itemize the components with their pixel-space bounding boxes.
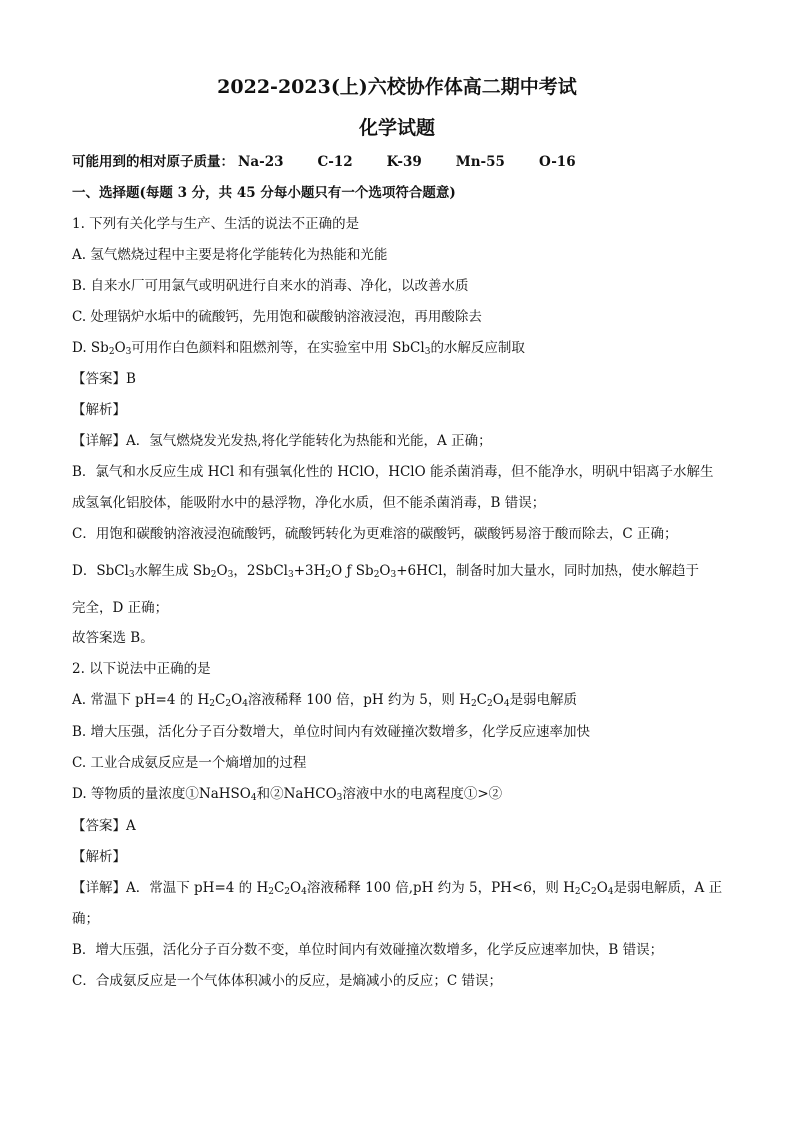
- q1-conclusion: 故答案选 B。: [72, 630, 154, 646]
- q1-detail-b-1: B．氯气和水反应生成 HCl 和有强氧化性的 HClO，HClO 能杀菌消毒，但不能净水，明矾中铝离子水解生: [72, 464, 714, 480]
- q1-detail-a: 【详解】A．氢气燃烧发光发热,将化学能转化为热能和光能，A 正确；: [72, 433, 492, 449]
- q2-analysis-label: 【解析】: [72, 849, 126, 865]
- exam-subtitle: 化学试题: [358, 117, 435, 139]
- q2-option-a: A. 常温下 pH=4 的 $H_2C_2O_4$溶液稀释 100 倍，pH 约为 5，则 $H_2C_2O_4$是弱电解质: [72, 692, 578, 709]
- q1-option-c: C. 处理锅炉水垢中的硫酸钙，先用饱和碳酸钠溶液浸泡，再用酸除去: [72, 309, 482, 325]
- q2-option-c: C. 工业合成氨反应是一个熵增加的过程: [72, 755, 307, 771]
- q1-analysis-label: 【解析】: [72, 402, 126, 418]
- mass-na: Na-23: [238, 154, 284, 170]
- q1-detail-d: D．SbCl$_3$水解生成 $Sb_2O_3$，$2SbCl_3+3H_2O$ ƒ $Sb_2O_3+6HCl$，制备时加大量水，同时加热，使水解趋于: [72, 563, 700, 580]
- q2-answer: 【答案】A: [72, 818, 136, 834]
- section-heading: 一、选择题(每题 3 分，共 45 分每小题只有一个选项符合题意): [72, 185, 456, 201]
- q1-detail-c: C．用饱和碳酸钠溶液浸泡硫酸钙，硫酸钙转化为更难溶的碳酸钙，碳酸钙易溶于酸而除去，C 正确；: [72, 526, 678, 542]
- q2-detail-a-2: 确；: [72, 911, 99, 927]
- q2-stem: 2. 以下说法中正确的是: [72, 661, 211, 677]
- atomic-masses: [72, 153, 722, 171]
- q1-stem: 1. 下列有关化学与生产、生活的说法不正确的是: [72, 216, 360, 232]
- mass-mn: Mn-55: [455, 154, 505, 170]
- q2-option-d: D. 等物质的量浓度①NaHSO$_4$和②NaHCO$_3$溶液中水的电离程度①>②: [72, 786, 503, 803]
- q1-answer: 【答案】B: [72, 371, 136, 387]
- exam-title: 2022-2023(上)六校协作体高二期中考试: [217, 76, 577, 98]
- q2-detail-b: B．增大压强，活化分子百分数不变，单位时间内有效碰撞次数增多，化学反应速率加快，B 错误；: [72, 942, 664, 958]
- q1-detail-b-2: 成氢氧化铝胶体，能吸附水中的悬浮物，净化水质，但不能杀菌消毒，B 错误；: [72, 495, 546, 511]
- mass-k: K-39: [386, 154, 422, 170]
- q1-option-b: B. 自来水厂可用氯气或明矾进行自来水的消毒、净化，以改善水质: [72, 278, 469, 294]
- q2-detail-c: C．合成氨反应是一个气体体积减小的反应，是熵减小的反应；C 错误；: [72, 973, 502, 989]
- mass-o: O-16: [538, 154, 576, 170]
- q2-detail-a: 【详解】A．常温下 pH=4 的 $H_2C_2O_4$溶液稀释 100 倍,pH 约为 5，PH<6，则 $H_2C_2O_4$是弱电解质，A 正: [72, 880, 723, 897]
- atomic-masses-label: 可能用到的相对原子质量：: [72, 154, 234, 170]
- q1-option-d: D. $Sb_2O_3$可用作白色颜料和阻燃剂等，在实验室中用 SbCl$_3$的水解反应制取: [72, 340, 525, 357]
- mass-c: C-12: [317, 154, 353, 170]
- q2-option-b: B. 增大压强，活化分子百分数增大，单位时间内有效碰撞次数增多，化学反应速率加快: [72, 724, 591, 740]
- q1-detail-d-2: 完全，D 正确；: [72, 600, 169, 616]
- q1-option-a: A. 氢气燃烧过程中主要是将化学能转化为热能和光能: [72, 247, 388, 263]
